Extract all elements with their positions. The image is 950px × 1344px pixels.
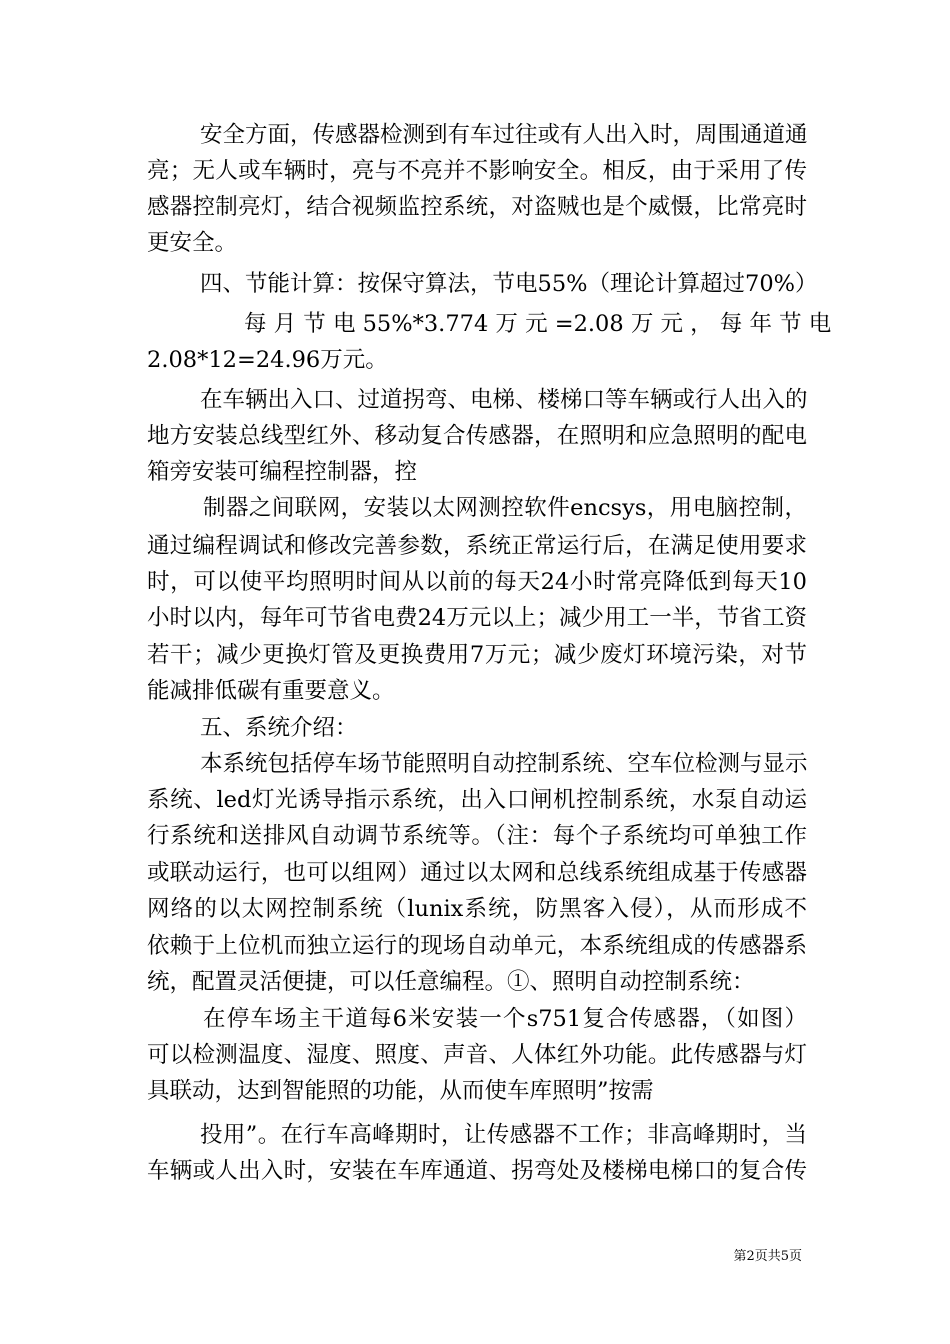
text-line: 亮；无人或车辆时，亮与不亮并不影响安全。相反，由于采用了传 (147, 158, 807, 184)
text-line: 能减排低碳有重要意义。 (147, 678, 395, 704)
text-line: 依赖于上位机而独立运行的现场自动单元，本系统组成的传感器系 (147, 933, 807, 959)
page-number: 第2页共5页 (733, 1249, 802, 1264)
text-line: 车辆或人出入时，安装在车库通道、拐弯处及楼梯电梯口的复合传 (147, 1158, 807, 1184)
text-line: 行系统和送排风自动调节系统等。（注：每个子系统均可单独工作 (147, 823, 807, 849)
text-line: 或联动运行，也可以组网）通过以太网和总线系统组成基于传感器 (147, 860, 807, 886)
section-heading: 五、系统介绍： (200, 715, 358, 741)
text-line: 统，配置灵活便捷，可以任意编程。①、照明自动控制系统： (147, 969, 755, 995)
text-line: 小时以内，每年可节省电费24万元以上；减少用工一半，节省工资 (147, 605, 807, 631)
text-line: 若干；减少更换灯管及更换费用7万元；减少废灯环境污染，对节 (147, 642, 807, 668)
text-line: 安全方面，传感器检测到有车过往或有人出入时，周围通道通 (200, 122, 808, 148)
text-line: 感器控制亮灯，结合视频监控系统，对盗贼也是个威慑，比常亮时 (147, 194, 807, 220)
text-line: 2.08*12=24.96万元。 (147, 347, 388, 373)
text-line: 投用”。在行车高峰期时，让传感器不工作；非高峰期时，当 (200, 1122, 807, 1148)
text-line: 通过编程调试和修改完善参数，系统正常运行后，在满足使用要求 (147, 533, 807, 559)
text-line: 在停车场主干道每6米安装一个s751复合传感器，（如图） (203, 1006, 807, 1032)
text-line: 可以检测温度、湿度、照度、声音、人体红外功能。此传感器与灯 (147, 1042, 807, 1068)
text-line: 每 月 节 电 55%*3.774 万 元 =2.08 万 元 ， 每 年 节 电 (244, 311, 832, 337)
text-line: 本系统包括停车场节能照明自动控制系统、空车位检测与显示 (200, 751, 808, 777)
text-line: 箱旁安装可编程控制器，控 (147, 459, 418, 485)
text-line: 时，可以使平均照明时间从以前的每天24小时常亮降低到每天10 (147, 569, 807, 595)
text-line: 系统、led灯光诱导指示系统，出入口闸机控制系统，水泵自动运 (147, 787, 807, 813)
text-line: 制器之间联网，安装以太网测控软件encsys，用电脑控制， (203, 495, 807, 521)
section-heading: 四、节能计算：按保守算法，节电55%（理论计算超过70%） (200, 271, 818, 297)
text-line: 在车辆出入口、过道拐弯、电梯、楼梯口等车辆或行人出入的 (200, 387, 808, 413)
text-line: 网络的以太网控制系统（lunix系统，防黑客入侵），从而形成不 (147, 896, 807, 922)
text-line: 地方安装总线型红外、移动复合传感器，在照明和应急照明的配电 (147, 423, 807, 449)
text-line: 具联动，达到智能照的功能，从而使车库照明”按需 (147, 1078, 654, 1104)
text-line: 更安全。 (147, 230, 238, 256)
